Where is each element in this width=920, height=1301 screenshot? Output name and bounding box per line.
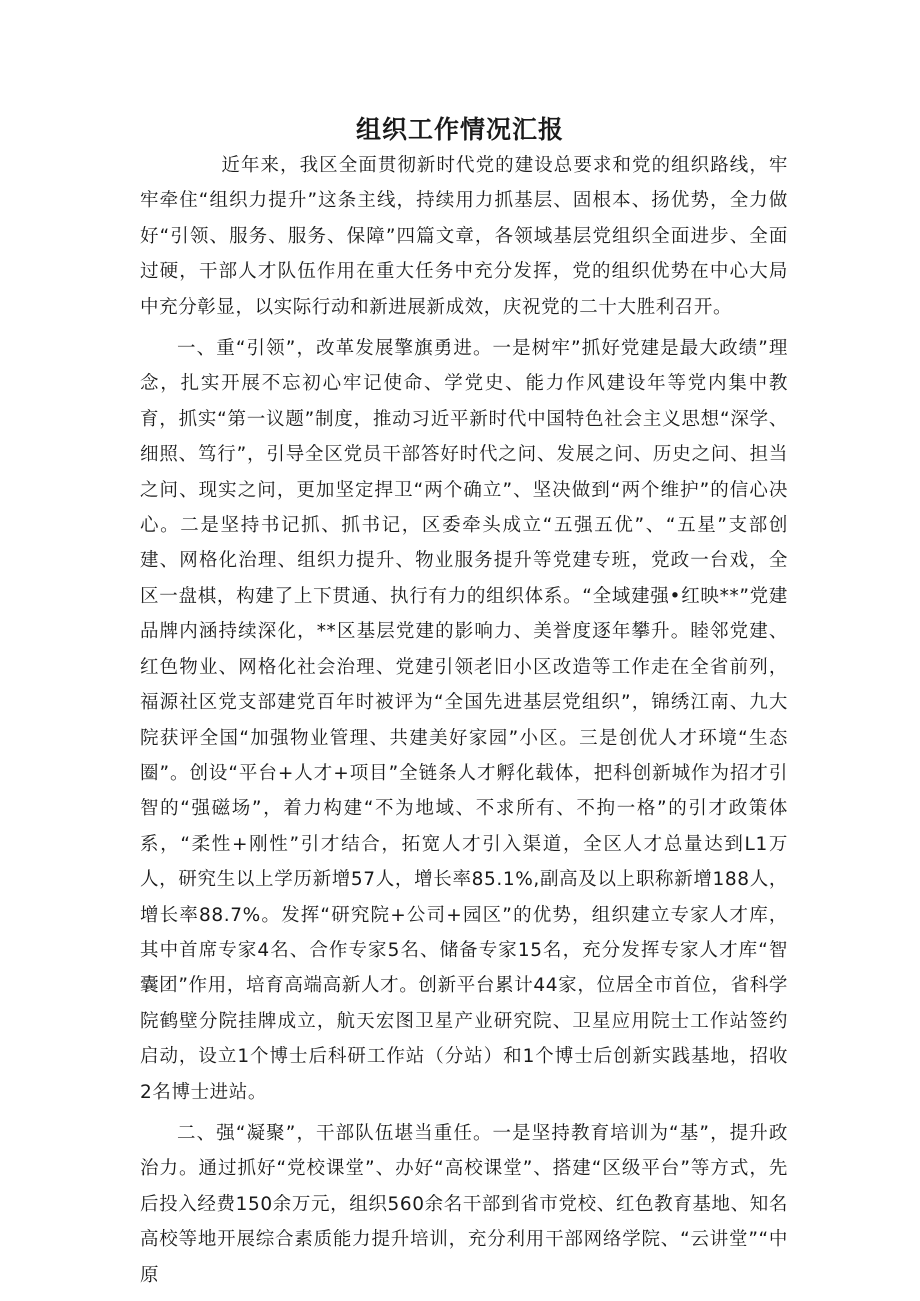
document-title: 组织工作情况汇报 [355, 115, 564, 144]
paragraph-section-2: 二、强“凝聚”，干部队伍堪当重任。一是坚持教育培训为“基”，提升政治力。通过抓好“党校课堂”、办好“高校课堂”、搭建“区级平台”等方式，先后投入经费150余万元，组织560余名干部到省市党校、红色教育基地、知名高校等地开展综合素质能力提升培训，充分利用干部网络学院、“云讲堂”“中原 [140, 1122, 788, 1286]
paragraph-intro: 近年来，我区全面贯彻新时代党的建设总要求和党的组织路线，牢牢牵住“组织力提升”这条主线，持续用力抓基层、固根本、扬优势，全力做好“引领、服务、服务、保障”四篇文章，各领域基层党组织全面进步、全面过硬，干部人才队伍作用在重大任务中充分发挥，党的组织优势在中心大局中充分彰显，以实际行动和新进展新成效，庆祝党的二十大胜利召开。 [140, 155, 788, 318]
document-body [140, 148, 788, 1299]
paragraph-section-1: 一、重“引领”，改革发展擎旗勇进。一是树牢”抓好党建是最大政绩”理念，扎实开展不忘初心牢记使命、学党史、能力作风建设年等党内集中教育，抓实“第一议题”制度，推动习近平新时代中国特色社会主义思想“深学、细照、笃行”，引导全区党员干部答好时代之问、发展之问、历史之问、担当之问、现实之问，更加坚定捍卫“两个确立”、坚决做到“两个维护”的信心决心。二是坚持书记抓、抓书记，区委牵头成立“五强五优”、“五星”支部创建、网格化治理、组织力提升、物业服务提升等党建专班，党政一台戏，全区一盘棋，构建了上下贯通、执行有力的组织体系。“全域建强•红映**”党建品牌内涵持续深化，**区基层党建的影响力、美誉度逐年攀升。睦邻党建、红色物业、网格化社会治理、党建引领老旧小区改造等工作走在全省前列，福源社区党支部建党百年时被评为“全国先进基层党组织”，锦绣江南、九大院获评全国“加强物业管理、共建美好家园”小区。三是创优人才环境“生态圈”。创设“平台+人才+项目”全链条人才孵化载体，把科创新城作为招才引智的“强磁场”，着力构建“不为地域、不求所有、不拘一格”的引才政策体系，“柔性+刚性”引才结合，拓宽人才引入渠道，全区人才总量达到L1万人，研究生以上学历新增57人，增长率85.1%,副高及以上职称新增188人，增长率88.7%。发挥“研究院+公司+园区”的优势，组织建立专家人才库，其中首席专家4名、合作专家5名、储备专家15名，充分发挥专家人才库“智囊团”作用，培育高端高新人才。创新平台累计44家，位居全市首位，省科学院鹤壁分院挂牌成立，航天宏图卫星产业研究院、卫星应用院士工作站签约启动，设立1个博士后科研工作站（分站）和1个博士后创新实践基地，招收2名博士进站。 [140, 338, 788, 1103]
